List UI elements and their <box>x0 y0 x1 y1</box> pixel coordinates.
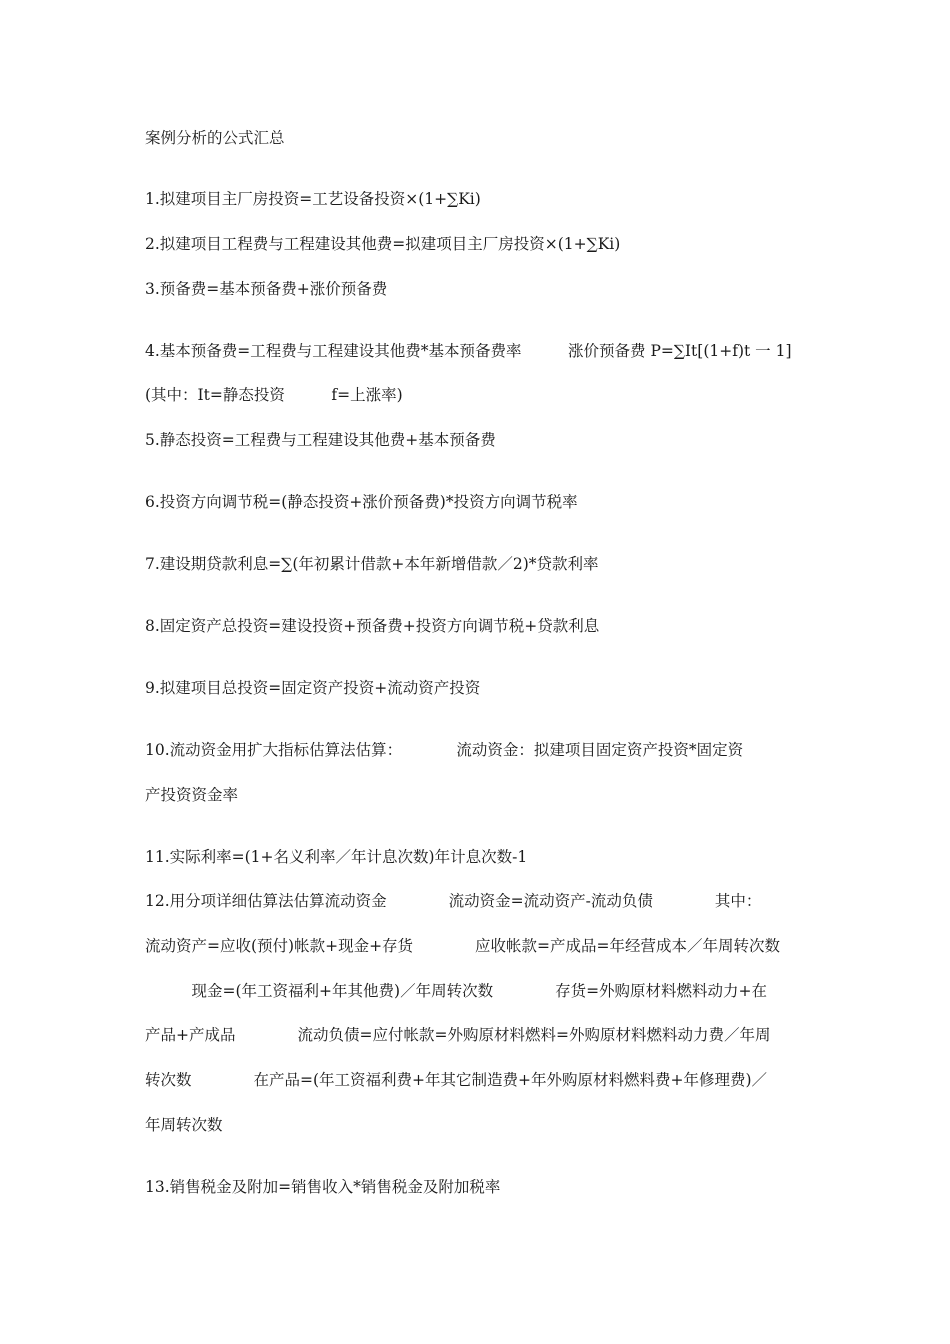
formula-line: 2.拟建项目工程费与工程建设其他费=拟建项目主厂房投资×(1+∑Ki) <box>145 235 621 253</box>
formula-line: 流动资产=应收(预付)帐款+现金+存货 应收帐款=产成品=年经营成本／年周转次数 <box>145 937 781 955</box>
formula-line: 6.投资方向调节税=(静态投资+涨价预备费)*投资方向调节税率 <box>145 493 578 511</box>
document-title: 案例分析的公式汇总 <box>145 129 285 147</box>
formula-line: 9.拟建项目总投资=固定资产投资+流动资产投资 <box>145 679 481 697</box>
formula-line: 3.预备费=基本预备费+涨价预备费 <box>145 280 388 298</box>
formula-line: 产投资资金率 <box>145 786 239 804</box>
formula-line: 产品+产成品 流动负债=应付帐款=外购原材料燃料=外购原材料燃料动力费／年周 <box>145 1026 771 1044</box>
formula-line: 4.基本预备费=工程费与工程建设其他费*基本预备费率 涨价预备费 P=∑It[(1+f)t 一 1] <box>145 342 792 360</box>
formula-line: 8.固定资产总投资=建设投资+预备费+投资方向调节税+贷款利息 <box>145 617 600 635</box>
formula-line: 5.静态投资=工程费与工程建设其他费+基本预备费 <box>145 431 496 449</box>
formula-line: (其中：It=静态投资 f=上涨率) <box>145 386 403 404</box>
formula-line: 年周转次数 <box>145 1116 223 1134</box>
formula-line: 1.拟建项目主厂房投资=工艺设备投资×(1+∑Ki) <box>145 190 481 208</box>
formula-line: 12.用分项详细估算法估算流动资金 流动资金=流动资产-流动负债 其中： <box>145 892 762 910</box>
formula-line: 转次数 在产品=(年工资福利费+年其它制造费+年外购原材料燃料费+年修理费)／ <box>145 1071 768 1089</box>
formula-line: 13.销售税金及附加=销售收入*销售税金及附加税率 <box>145 1178 501 1196</box>
formula-line: 11.实际利率=(1+名义利率／年计息次数)年计息次数-1 <box>145 848 528 866</box>
formula-line: 现金=(年工资福利+年其他费)／年周转次数 存货=外购原材料燃料动力+在 <box>145 982 768 1000</box>
formula-line: 7.建设期贷款利息=∑(年初累计借款+本年新增借款／2)*贷款利率 <box>145 555 599 573</box>
formula-line: 10.流动资金用扩大指标估算法估算： 流动资金：拟建项目固定资产投资*固定资 <box>145 741 744 759</box>
